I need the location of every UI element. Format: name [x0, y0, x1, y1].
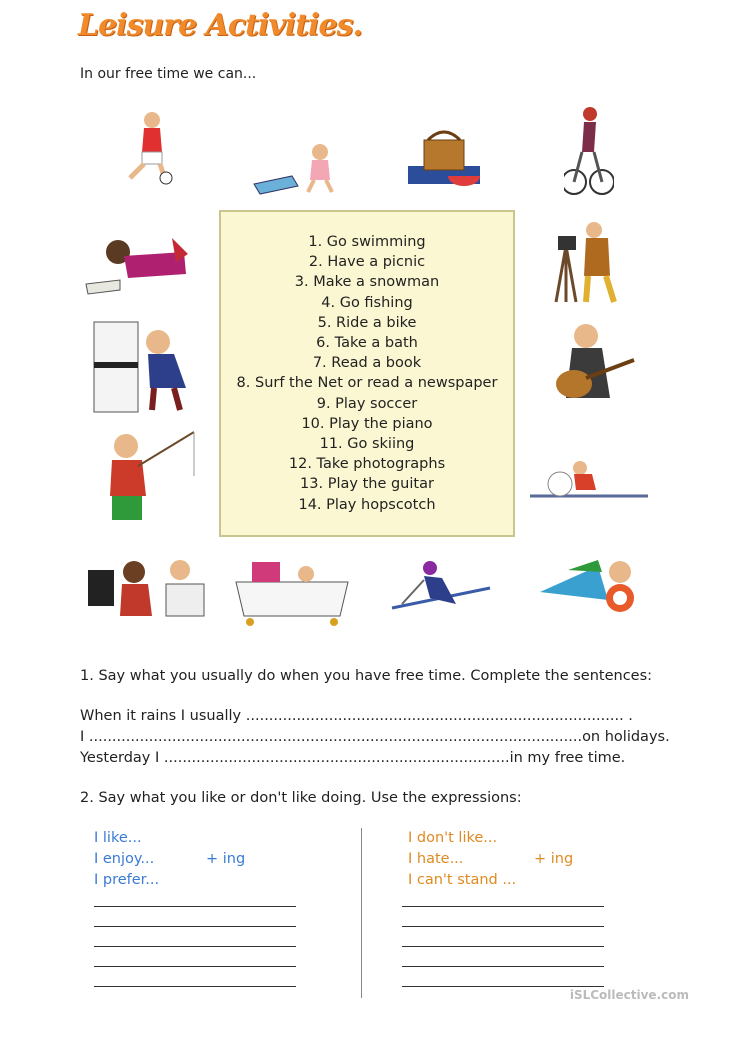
activity-item: 4. Go fishing — [321, 294, 413, 311]
picnic-basket-image — [404, 124, 484, 189]
activity-item: 1. Go swimming — [308, 234, 426, 250]
dislike-expressions — [408, 828, 516, 891]
like-suffix: + ing — [206, 851, 246, 867]
snowman-kid-image — [530, 458, 648, 502]
dislike-suffix: + ing — [534, 851, 574, 867]
watermark: iSLCollective.com — [569, 988, 689, 1002]
writing-line[interactable] — [94, 966, 296, 967]
writing-line[interactable] — [402, 906, 604, 907]
activities-box — [219, 210, 515, 537]
like-expression: I enjoy... — [94, 851, 155, 867]
intro-text: In our free time we can... — [80, 66, 257, 82]
piano-player-image — [92, 318, 202, 414]
writing-line[interactable] — [94, 946, 296, 947]
writing-line[interactable] — [402, 966, 604, 967]
activity-item: 6. Take a bath — [316, 335, 418, 352]
like-expression: I prefer... — [94, 872, 160, 888]
guitar-player-image — [540, 318, 640, 410]
skier-image — [390, 558, 494, 626]
cyclist-image — [564, 104, 614, 200]
activity-item: 3. Make a snowman — [294, 274, 440, 291]
writing-line[interactable] — [402, 926, 604, 927]
activity-item: 7. Read a book — [312, 355, 422, 372]
exercise2-instruction: 2. Say what you like or don't like doing. Use the expressions: — [80, 790, 522, 806]
page-title: Leisure Activities. — [78, 8, 362, 43]
activity-item: 5. Ride a bike — [317, 314, 417, 331]
dislike-expression: I hate... — [408, 851, 464, 867]
dislike-expression: I don't like... — [408, 830, 498, 846]
activity-item: 14. Play hopscotch — [298, 496, 436, 513]
activity-item: 12. Take photographs — [288, 456, 446, 473]
writing-line[interactable] — [94, 926, 296, 927]
activity-item: 10. Play the piano — [301, 415, 433, 432]
soccer-player-image — [112, 108, 182, 188]
activity-item: 8. Surf the Net or read a newspaper — [236, 375, 498, 392]
reading-boy-image — [84, 232, 199, 302]
writing-line[interactable] — [94, 906, 296, 907]
computer-newspaper-image — [86, 556, 208, 622]
like-expression: I like... — [94, 830, 142, 846]
exercise1-line3[interactable]: Yesterday I ...........................................................................in my free time. — [80, 750, 626, 766]
activities-list — [221, 232, 513, 515]
like-expressions — [94, 828, 159, 891]
photographer-image — [552, 216, 628, 306]
writing-line[interactable] — [94, 986, 296, 987]
hopscotch-image — [252, 140, 342, 195]
exercise1-line1[interactable]: When it rains I usually .................................................................................. . — [80, 708, 633, 724]
writing-line[interactable] — [402, 986, 604, 987]
activity-item: 9. Play soccer — [316, 395, 418, 412]
column-divider — [361, 828, 362, 998]
activity-item: 11. Go skiing — [319, 436, 415, 453]
writing-line[interactable] — [402, 946, 604, 947]
activity-item: 2. Have a picnic — [308, 254, 426, 271]
exercise1-instruction: 1. Say what you usually do when you have free time. Complete the sentences: — [80, 668, 653, 684]
activity-item: 13. Play the guitar — [300, 476, 434, 493]
fisherman-image — [98, 426, 198, 524]
swimmer-image — [538, 556, 650, 616]
dislike-expression: I can't stand ... — [408, 872, 517, 888]
bathtub-image — [232, 556, 352, 628]
exercise1-line2[interactable]: I ...........................................................................................................on holidays. — [80, 729, 670, 745]
